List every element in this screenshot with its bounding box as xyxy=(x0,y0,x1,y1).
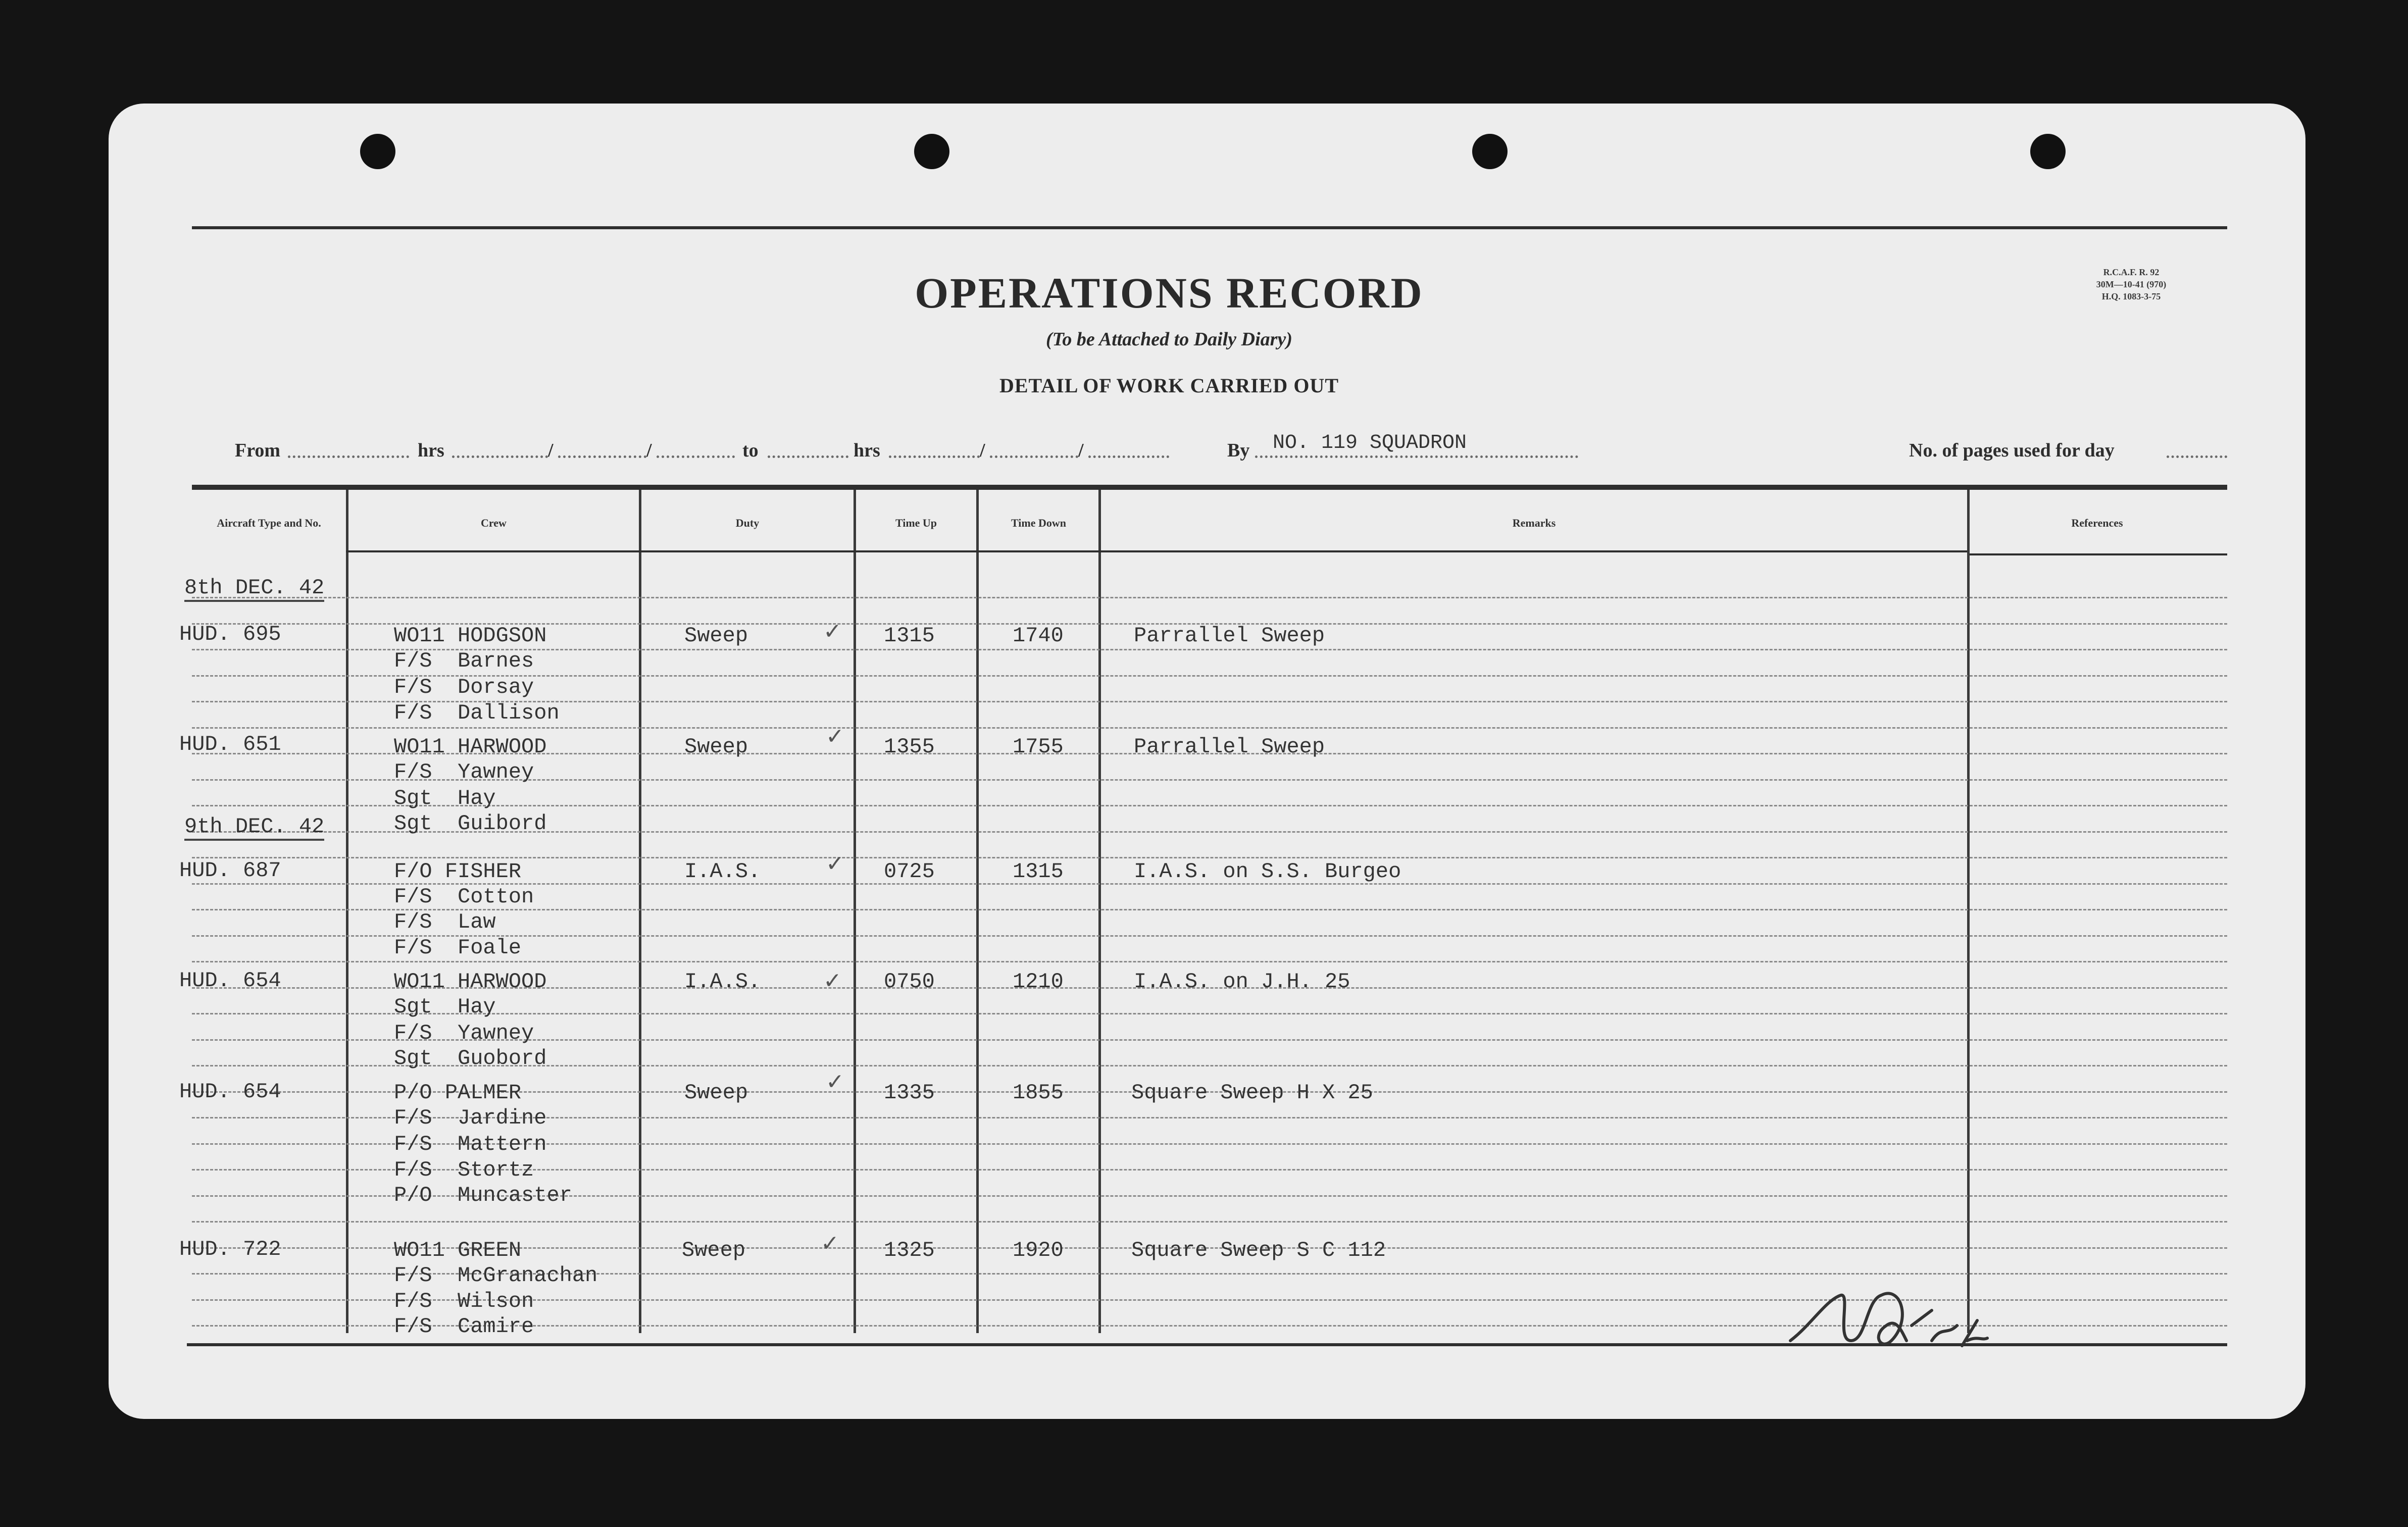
crew-4: F/S Stortz xyxy=(394,1158,534,1182)
ruled-line xyxy=(192,1221,2227,1223)
duty: I.A.S. xyxy=(684,859,761,884)
pages-blank xyxy=(2167,455,2227,458)
remarks: Square Sweep H X 25 xyxy=(1131,1081,1373,1105)
col-sep-4 xyxy=(976,490,979,1333)
crew-1: F/O FISHER xyxy=(394,859,522,884)
hrs-label-2: hrs xyxy=(854,440,880,461)
ruled-line xyxy=(192,909,2227,910)
crew-2: F/S Jardine xyxy=(394,1106,547,1130)
check-mark-icon: ✓ xyxy=(823,968,842,994)
time-up: 1325 xyxy=(884,1238,935,1262)
aircraft: HUD. 722 xyxy=(179,1237,281,1261)
col-sep-3 xyxy=(854,490,856,1333)
col-sep-2 xyxy=(639,490,641,1333)
date-blank-4 xyxy=(889,455,980,458)
ruled-line xyxy=(192,1013,2227,1014)
pages-label: No. of pages used for day xyxy=(1909,440,2115,461)
time-up: 1355 xyxy=(884,735,935,759)
crew-4: Sgt Guobord xyxy=(394,1046,547,1071)
ruled-line xyxy=(192,727,2227,729)
by-label: By xyxy=(1227,440,1250,461)
time-down: 1855 xyxy=(1013,1081,1064,1105)
col-header-duty: Duty xyxy=(735,517,760,529)
remarks: Parrallel Sweep xyxy=(1134,624,1325,648)
check-mark-icon: ✓ xyxy=(821,1231,839,1256)
section-heading: DETAIL OF WORK CARRIED OUT xyxy=(999,374,1339,397)
date-blank-1 xyxy=(452,455,548,458)
date-heading-2: 9th DEC. 42 xyxy=(184,815,324,841)
time-down: 1755 xyxy=(1013,735,1064,759)
crew-1: WO11 HARWOOD xyxy=(394,735,547,759)
form-code-line-2: 30M—10-41 (970) xyxy=(2096,279,2167,289)
date-blank-3 xyxy=(657,455,735,458)
col-header-remarks: Remarks xyxy=(1512,517,1556,529)
time-down: 1210 xyxy=(1013,970,1064,994)
check-mark-icon: ✓ xyxy=(826,1069,844,1095)
time-up: 1315 xyxy=(884,624,935,648)
time-down: 1315 xyxy=(1013,859,1064,884)
crew-3: F/S Wilson xyxy=(394,1289,534,1313)
col-header-time-up: Time Up xyxy=(895,517,937,529)
crew-1: WO11 HARWOOD xyxy=(394,970,547,994)
page-title: OPERATIONS RECORD xyxy=(915,269,1424,317)
crew-2: F/S McGranachan xyxy=(394,1263,598,1288)
time-down: 1740 xyxy=(1013,624,1064,648)
form-code-line-3: H.Q. 1083-3-75 xyxy=(2101,291,2161,301)
crew-3: F/S Yawney xyxy=(394,1021,534,1045)
aircraft: HUD. 654 xyxy=(179,969,281,993)
top-rule xyxy=(192,226,2227,229)
crew-4: F/S Foale xyxy=(394,936,522,960)
form-code xyxy=(2071,266,2192,302)
signature-icon xyxy=(1780,1265,1992,1361)
form-code-line-1: R.C.A.F. R. 92 xyxy=(2103,267,2160,277)
squadron-value: NO. 119 SQUADRON xyxy=(1273,432,1467,454)
operations-record-card xyxy=(109,104,2305,1419)
crew-1: WO11 GREEN xyxy=(394,1238,522,1262)
from-blank xyxy=(288,455,409,458)
punch-hole-4 xyxy=(2030,134,2066,169)
crew-2: F/S Barnes xyxy=(394,649,534,673)
slash-1: / xyxy=(548,440,554,461)
aircraft: HUD. 654 xyxy=(179,1080,281,1104)
time-down: 1920 xyxy=(1013,1238,1064,1262)
check-mark-icon: ✓ xyxy=(826,724,844,749)
col-header-references: References xyxy=(2071,517,2123,529)
crew-4: F/S Camire xyxy=(394,1314,534,1339)
header-underline-right xyxy=(1970,553,2227,555)
to-blank xyxy=(768,455,848,458)
time-up: 1335 xyxy=(884,1081,935,1105)
crew-1: P/O PALMER xyxy=(394,1081,522,1105)
slash-3: / xyxy=(980,440,985,461)
time-up: 0725 xyxy=(884,859,935,884)
crew-3: F/S Law xyxy=(394,910,496,934)
crew-2: F/S Cotton xyxy=(394,885,534,909)
table-top-rule xyxy=(192,485,2227,490)
ruled-line xyxy=(192,857,2227,858)
remarks: I.A.S. on J.H. 25 xyxy=(1134,970,1350,994)
remarks: Square Sweep S C 112 xyxy=(1131,1238,1386,1262)
duty: Sweep xyxy=(684,624,748,648)
col-header-crew: Crew xyxy=(481,517,507,529)
to-label: to xyxy=(742,440,759,461)
slash-4: / xyxy=(1078,440,1084,461)
aircraft: HUD. 695 xyxy=(179,622,281,646)
crew-4: F/S Dallison xyxy=(394,701,560,725)
aircraft: HUD. 651 xyxy=(179,732,281,756)
hrs-label-1: hrs xyxy=(418,440,444,461)
slash-2: / xyxy=(646,440,652,461)
duty: I.A.S. xyxy=(684,970,761,994)
crew-3: F/S Dorsay xyxy=(394,675,534,699)
date-blank-2 xyxy=(558,455,646,458)
punch-hole-1 xyxy=(360,134,395,169)
ruled-line xyxy=(192,597,2227,598)
page-subtitle: (To be Attached to Daily Diary) xyxy=(1046,329,1292,350)
ruled-line xyxy=(192,805,2227,806)
col-sep-5 xyxy=(1098,490,1101,1333)
ruled-line xyxy=(192,961,2227,962)
crew-5: P/O Muncaster xyxy=(394,1183,572,1207)
crew-1: WO11 HODGSON xyxy=(394,624,547,648)
date-blank-5 xyxy=(990,455,1078,458)
header-underline-left xyxy=(346,550,1967,552)
col-header-time-down: Time Down xyxy=(1011,517,1066,529)
remarks: Parrallel Sweep xyxy=(1134,735,1325,759)
check-mark-icon: ✓ xyxy=(823,619,842,644)
date-heading-1: 8th DEC. 42 xyxy=(184,576,324,602)
remarks: I.A.S. on S.S. Burgeo xyxy=(1134,859,1401,884)
col-sep-1 xyxy=(346,490,348,1333)
col-sep-6 xyxy=(1967,490,1970,1333)
col-header-aircraft: Aircraft Type and No. xyxy=(217,517,321,529)
crew-3: Sgt Hay xyxy=(394,786,496,810)
time-up: 0750 xyxy=(884,970,935,994)
duty: Sweep xyxy=(684,735,748,759)
duty: Sweep xyxy=(684,1081,748,1105)
crew-2: F/S Yawney xyxy=(394,760,534,784)
from-label: From xyxy=(235,440,281,461)
crew-4: Sgt Guibord xyxy=(394,811,547,836)
date-blank-6 xyxy=(1088,455,1169,458)
punch-hole-3 xyxy=(1472,134,1508,169)
punch-hole-2 xyxy=(914,134,949,169)
crew-2: Sgt Hay xyxy=(394,995,496,1019)
duty: Sweep xyxy=(682,1238,746,1262)
crew-3: F/S Mattern xyxy=(394,1132,547,1156)
aircraft: HUD. 687 xyxy=(179,858,281,883)
check-mark-icon: ✓ xyxy=(826,851,844,877)
squadron-blank xyxy=(1255,455,1578,458)
